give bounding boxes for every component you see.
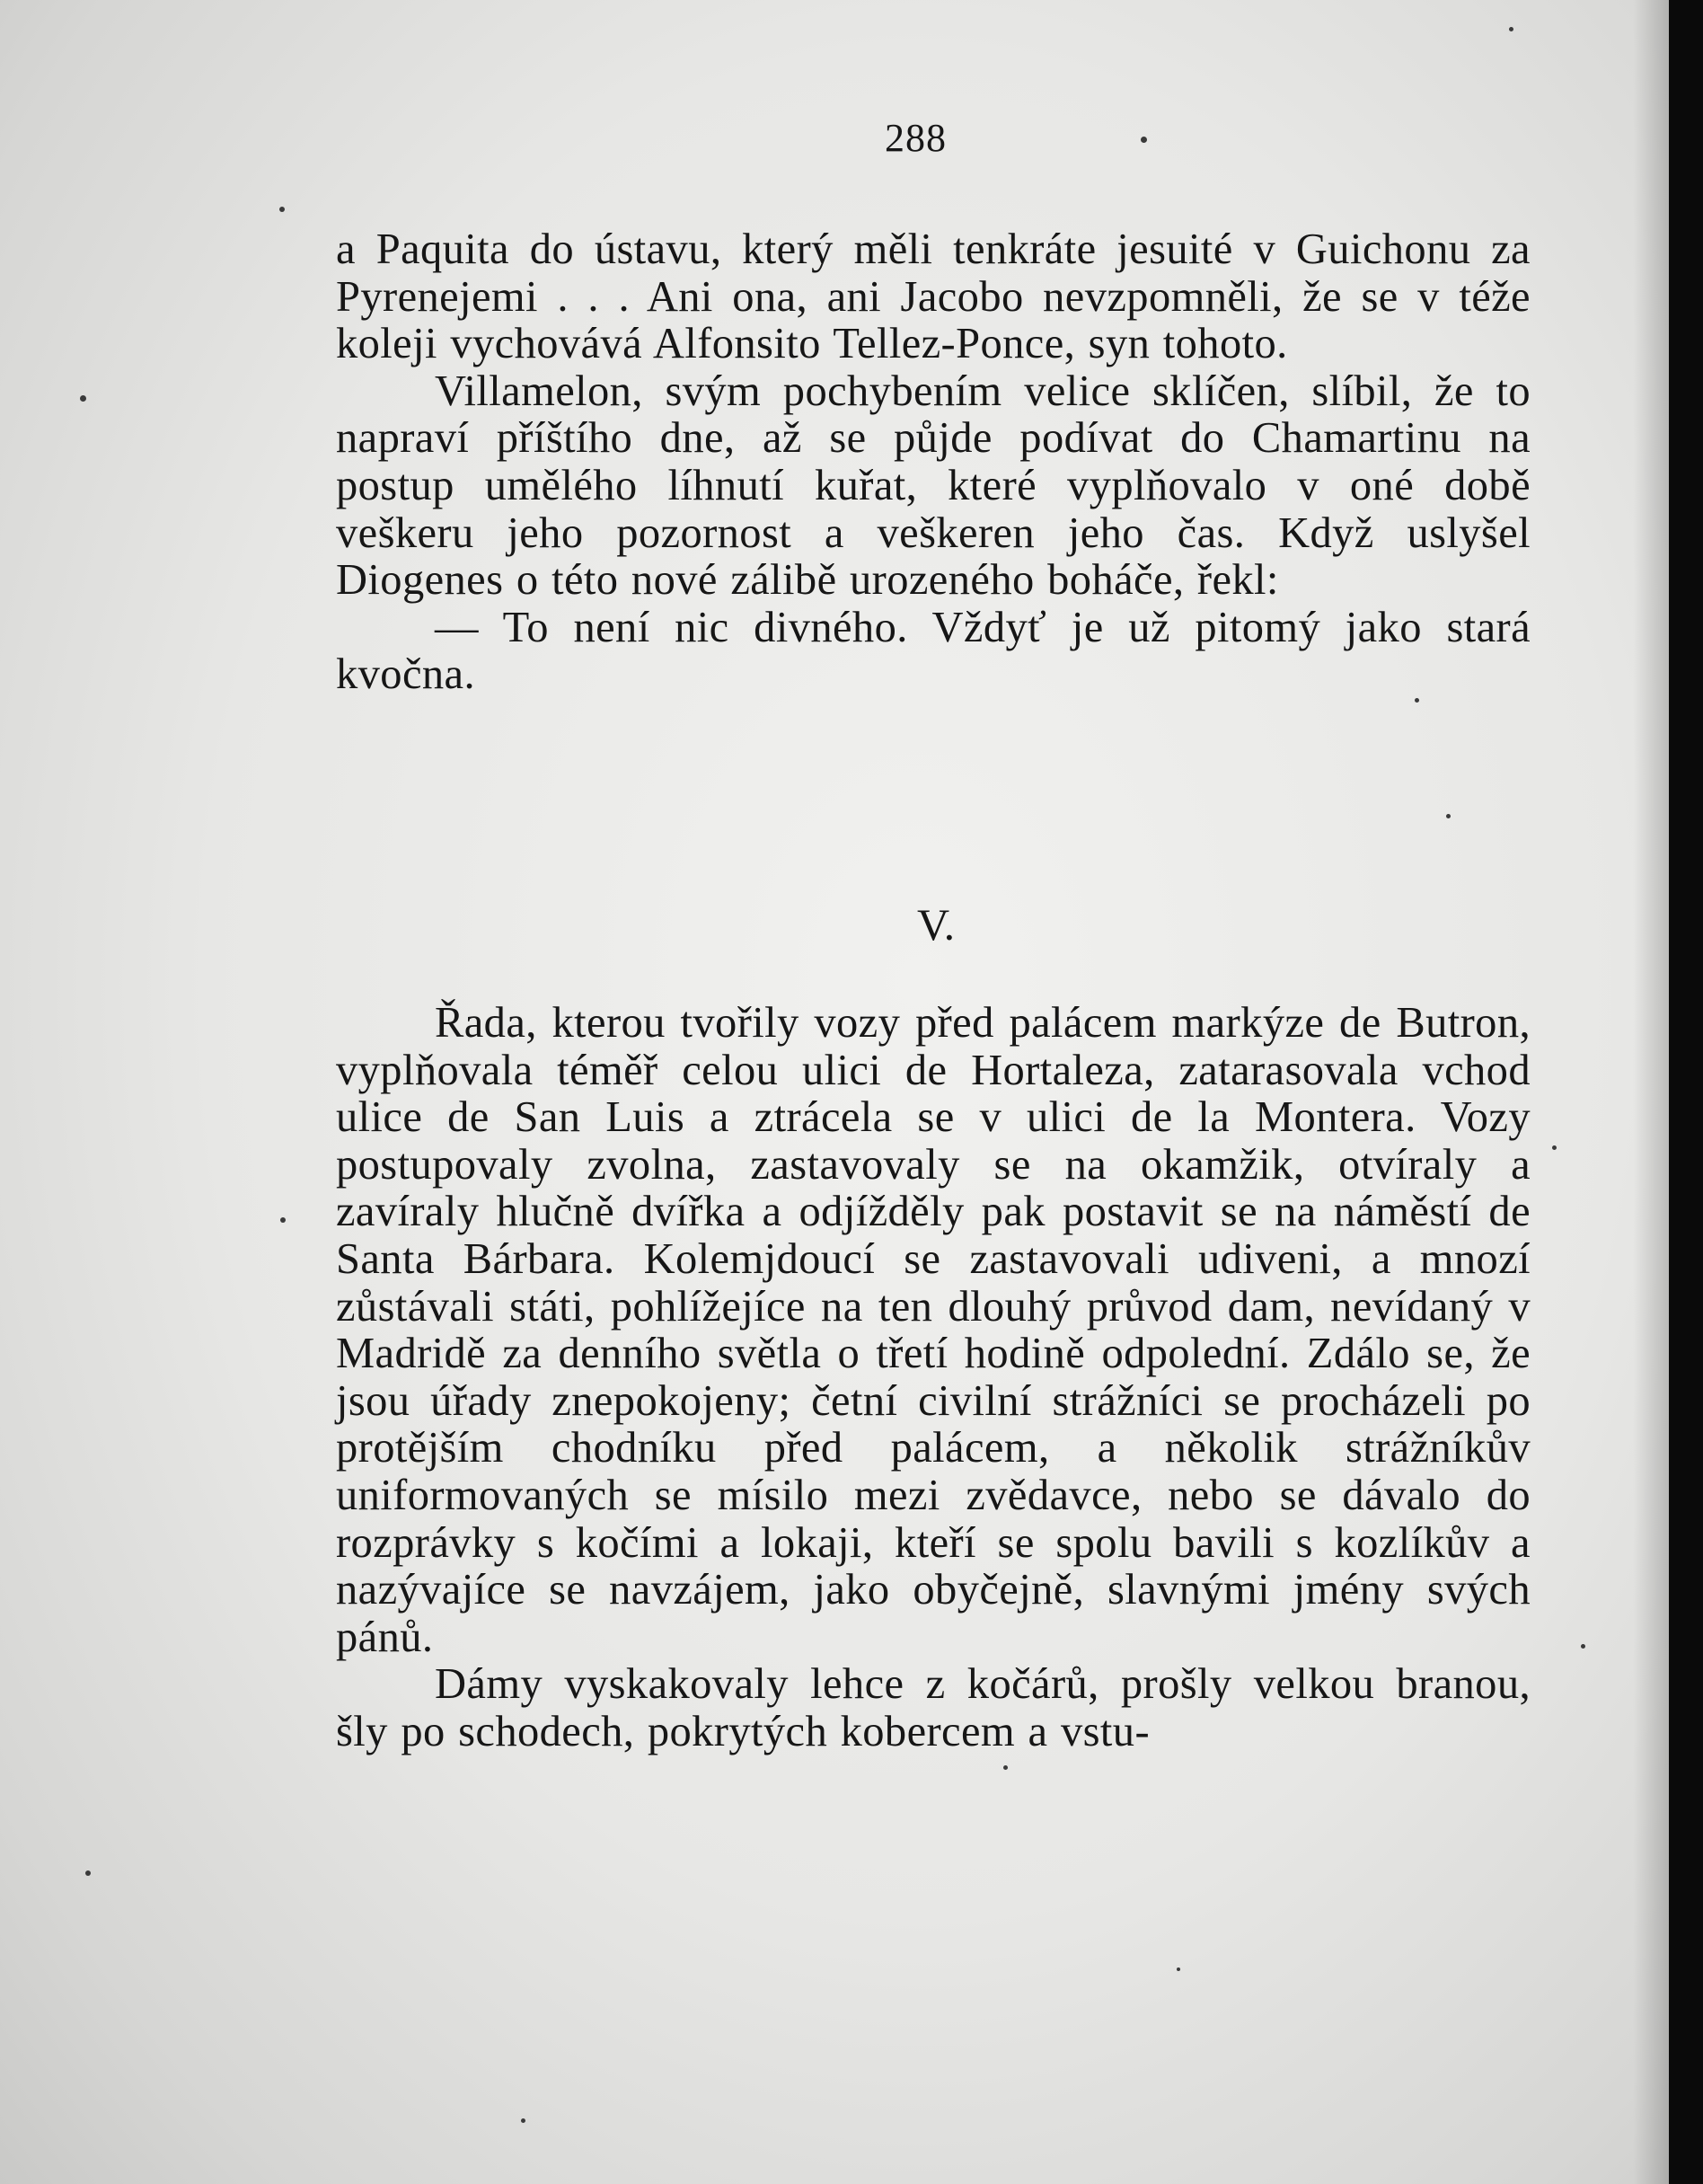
scan-speck [85,1870,91,1876]
scan-speck [1446,814,1451,818]
scan-speck [80,395,86,402]
paragraph: a Paquita do ústavu, který měli tenkráte jesuité v Guichonu za Pyrenejemi . . . Ani ona, ani Jacobo nevzpomněli, že se v téže koleji vychovává Alfonsito Tellez-Ponce, syn tohoto. [336,225,1531,368]
scan-speck [1415,698,1419,703]
scan-speck [1581,1644,1585,1649]
text-section-1 [336,226,1531,699]
scan-speck [1003,1765,1008,1770]
scan-speck [1552,1145,1557,1150]
chapter-heading: V. [917,899,956,950]
text-section-2 [336,1000,1531,1756]
scan-speck [1509,27,1513,31]
paragraph: Dámy vyskakovaly lehce z kočárů, prošly velkou branou, šly po schodech, pokrytých kobercem a vstu- [336,1660,1531,1755]
page-number: 288 [885,116,947,160]
scan-speck [521,2118,525,2123]
paragraph: Villamelon, svým pochybením velice sklíčen, slíbil, že to napraví příštího dne, až se půjde podívat do Chamartinu na postup umělého líhnutí kuřat, které vyplňovalo v oné době veškeru jeho pozornost a veškeren jeho čas. Když uslyšel Diogenes o této nové zálibě urozeného boháče, řekl: [336,367,1531,605]
scan-speck [1141,137,1147,143]
scan-speck [1177,1967,1180,1971]
scan-speck [280,1217,286,1223]
paragraph: Řada, kterou tvořily vozy před palácem markýze de Butron, vyplňovala téměř celou ulici de Hortaleza, zatarasovala vchod ulice de San Luis a ztrácela se v ulici de la Montera. Vozy postupovaly zvolna, zastavovaly se na okamžik, otvíraly a zavíraly hlučně dvířka a odjížděly pak postavit se na náměstí de Santa Bárbara. Kolemjdoucí se zastavovali udiveni, a mnozí zůstávali státi, pohlížejíce na ten dlouhý průvod dam, nevídaný v Madridě za denního světla o třetí hodině odpolední. Zdálo se, že jsou úřady znepokojeny; četní civilní strážníci se procházeli po protějším chodníku před palácem, a několik strážníkův uniformovaných se mísilo mezi zvědavce, nebo se dávalo do rozprávky s kočími a lokaji, kteří se spolu bavili s kozlíkův a nazývajíce se navzájem, jako obyčejně, slavnými jmény svých pánů. [336,999,1531,1661]
scan-speck [279,207,285,212]
paragraph: — To není nic divného. Vždyť je už pitomý jako stará kvočna. [336,603,1531,699]
